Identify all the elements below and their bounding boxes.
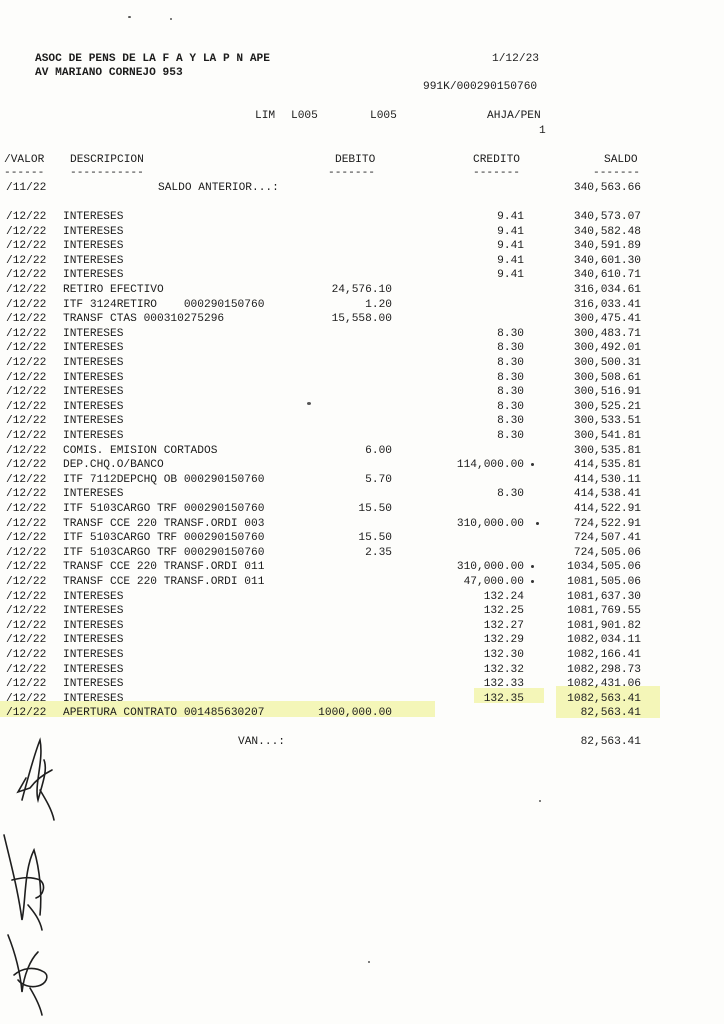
row-saldo: 300,533.51 (573, 415, 641, 428)
row-saldo: 316,034.61 (573, 284, 641, 296)
row-description: TRANSF CTAS 000310275296 (63, 313, 225, 326)
row-date: /12/22 (6, 649, 47, 661)
row-description: INTERESES (63, 590, 124, 603)
col-saldo: SALDO (604, 154, 638, 166)
tick-mark (531, 463, 534, 466)
row-description: INTERESES (63, 371, 124, 384)
row-date: /12/22 (6, 211, 47, 223)
col-saldo-underline: ------- (593, 167, 640, 179)
col-descripcion: DESCRIPCION (70, 154, 144, 166)
row-saldo: 1082,166.41 (567, 649, 641, 661)
row-description: ITF 5103CARGO TRF 000290150760 (63, 532, 265, 545)
row-credito: 8.30 (497, 415, 524, 428)
opening-saldo: 340,563.66 (573, 182, 641, 194)
row-debito: 1000,000.00 (318, 707, 392, 720)
account-code: 991K/000290150760 (423, 81, 538, 93)
row-credito: 9.41 (497, 254, 524, 267)
row-credito: 9.41 (497, 240, 524, 253)
row-description: ITF 5103CARGO TRF 000290150760 (63, 546, 265, 559)
row-description: TRANSF CCE 220 TRANSF.ORDI 011 (63, 576, 265, 588)
row-saldo: 82,563.41 (580, 707, 641, 720)
row-description: INTERESES (63, 619, 124, 632)
row-credito: 8.30 (497, 386, 524, 399)
row-saldo: 414,522.91 (573, 503, 641, 515)
row-saldo: 300,483.71 (573, 327, 641, 340)
row-date: /12/22 (6, 357, 47, 369)
row-date: /12/22 (6, 605, 47, 618)
row-credito: 8.30 (497, 342, 524, 355)
row-saldo: 300,535.81 (573, 444, 641, 457)
col-credito-underline: ------- (473, 167, 520, 179)
row-saldo: 340,573.07 (573, 211, 641, 223)
row-debito: 15.50 (358, 532, 392, 545)
row-date: /12/22 (6, 619, 47, 632)
row-credito: 9.41 (497, 211, 524, 223)
row-saldo: 1082,034.11 (567, 634, 641, 647)
row-debito: 15,558.00 (331, 313, 392, 326)
row-debito: 1.20 (365, 298, 392, 311)
row-date: /12/22 (6, 371, 47, 384)
statement-date: 1/12/23 (492, 53, 539, 65)
type-code: AHJA/PEN (487, 110, 541, 122)
row-date: /12/22 (6, 327, 47, 340)
row-date: /12/22 (6, 313, 47, 326)
row-saldo: 1082,431.06 (567, 678, 641, 691)
row-date: /12/22 (6, 663, 47, 676)
row-credito: 132.24 (483, 590, 524, 603)
row-description: INTERESES (63, 225, 124, 238)
row-description: INTERESES (63, 663, 124, 676)
row-credito: 8.30 (497, 371, 524, 384)
row-credito: 114,000.00 (456, 459, 524, 472)
row-date: /12/22 (6, 386, 47, 399)
page-number: 1 (539, 125, 546, 137)
row-saldo: 414,530.11 (573, 473, 641, 486)
row-credito: 9.41 (497, 269, 524, 282)
row-description: INTERESES (63, 692, 124, 705)
row-date: /12/22 (6, 240, 47, 253)
row-saldo: 340,591.89 (573, 240, 641, 253)
row-credito: 132.30 (483, 649, 524, 661)
row-description: INTERESES (63, 211, 124, 223)
row-date: /12/22 (6, 444, 47, 457)
row-date: /12/22 (6, 473, 47, 486)
row-description: INTERESES (63, 400, 124, 413)
scan-speck (307, 402, 311, 405)
row-saldo: 724,505.06 (573, 546, 641, 559)
scan-speck (128, 16, 131, 18)
row-date: /12/22 (6, 488, 47, 501)
row-date: /12/22 (6, 298, 47, 311)
row-date: /12/22 (6, 590, 47, 603)
opening-label: SALDO ANTERIOR...: (158, 182, 279, 194)
row-saldo: 724,522.91 (573, 517, 641, 530)
row-date: /12/22 (6, 517, 47, 530)
row-date: /12/22 (6, 430, 47, 442)
tick-mark (531, 580, 534, 583)
row-description: COMIS. EMISION CORTADOS (63, 444, 218, 457)
scan-speck (368, 961, 370, 963)
col-valor: /VALOR (4, 154, 45, 166)
row-description: ITF 5103CARGO TRF 000290150760 (63, 503, 265, 515)
row-credito: 310,000.00 (456, 561, 524, 574)
row-saldo: 1034,505.06 (567, 561, 641, 574)
row-saldo: 300,492.01 (573, 342, 641, 355)
row-date: /12/22 (6, 342, 47, 355)
row-saldo: 340,601.30 (573, 254, 641, 267)
row-date: /12/22 (6, 678, 47, 691)
col-valor-underline: ------ (4, 167, 45, 179)
row-saldo: 300,525.21 (573, 400, 641, 413)
opening-date: /11/22 (6, 182, 47, 194)
footer-saldo: 82,563.41 (580, 736, 641, 748)
scan-speck (539, 800, 541, 802)
row-saldo: 300,475.41 (573, 313, 641, 326)
row-description: INTERESES (63, 430, 124, 442)
row-saldo: 340,610.71 (573, 269, 641, 282)
row-credito: 8.30 (497, 400, 524, 413)
row-saldo: 414,538.41 (573, 488, 641, 501)
row-credito: 132.33 (483, 678, 524, 691)
lim-label: LIM (255, 110, 276, 122)
row-date: /12/22 (6, 532, 47, 545)
scan-speck (170, 18, 172, 20)
row-description: INTERESES (63, 357, 124, 369)
row-saldo: 724,507.41 (573, 532, 641, 545)
row-description: INTERESES (63, 269, 124, 282)
row-description: DEP.CHQ.O/BANCO (63, 459, 164, 472)
row-credito: 132.35 (483, 692, 524, 705)
row-saldo: 1081,637.30 (567, 590, 641, 603)
row-date: /12/22 (6, 415, 47, 428)
row-date: /12/22 (6, 576, 47, 588)
lim-code-1: L005 (291, 110, 318, 122)
row-description: INTERESES (63, 634, 124, 647)
col-credito: CREDITO (473, 154, 520, 166)
row-description: INTERESES (63, 678, 124, 691)
signature-image (0, 730, 110, 1020)
row-description: ITF 7112DEPCHQ OB 000290150760 (63, 473, 265, 486)
row-saldo: 1081,901.82 (567, 619, 641, 632)
row-saldo: 1082,298.73 (567, 663, 641, 676)
row-credito: 132.29 (483, 634, 524, 647)
row-credito: 8.30 (497, 488, 524, 501)
row-description: RETIRO EFECTIVO (63, 284, 164, 296)
row-credito: 132.27 (483, 619, 524, 632)
tick-mark (531, 565, 534, 568)
row-date: /12/22 (6, 284, 47, 296)
row-date: /12/22 (6, 459, 47, 472)
row-description: INTERESES (63, 415, 124, 428)
row-saldo: 1081,769.55 (567, 605, 641, 618)
row-description: INTERESES (63, 605, 124, 618)
row-credito: 47,000.00 (463, 576, 524, 588)
col-debito-underline: ------- (328, 167, 375, 179)
row-description: TRANSF CCE 220 TRANSF.ORDI 011 (63, 561, 265, 574)
row-description: INTERESES (63, 649, 124, 661)
row-saldo: 340,582.48 (573, 225, 641, 238)
row-date: /12/22 (6, 503, 47, 515)
tick-mark (536, 522, 539, 525)
row-date: /12/22 (6, 707, 47, 720)
address: AV MARIANO CORNEJO 953 (35, 67, 183, 79)
row-credito: 8.30 (497, 357, 524, 369)
row-credito: 132.25 (483, 605, 524, 618)
row-debito: 2.35 (365, 546, 392, 559)
col-descripcion-underline: ----------- (70, 167, 144, 179)
row-description: TRANSF CCE 220 TRANSF.ORDI 003 (63, 517, 265, 530)
footer-label: VAN...: (238, 736, 285, 748)
row-description: INTERESES (63, 386, 124, 399)
row-date: /12/22 (6, 269, 47, 282)
row-debito: 24,576.10 (331, 284, 392, 296)
row-description: INTERESES (63, 240, 124, 253)
row-date: /12/22 (6, 546, 47, 559)
row-credito: 8.30 (497, 327, 524, 340)
row-description: APERTURA CONTRATO 001485630207 (63, 707, 265, 720)
row-saldo: 300,516.91 (573, 386, 641, 399)
row-credito: 310,000.00 (456, 517, 524, 530)
lim-code-2: L005 (370, 110, 397, 122)
row-debito: 15.50 (358, 503, 392, 515)
row-saldo: 316,033.41 (573, 298, 641, 311)
row-date: /12/22 (6, 254, 47, 267)
row-credito: 8.30 (497, 430, 524, 442)
row-saldo: 300,541.81 (573, 430, 641, 442)
row-saldo: 300,500.31 (573, 357, 641, 369)
row-saldo: 414,535.81 (573, 459, 641, 472)
row-debito: 6.00 (365, 444, 392, 457)
row-description: INTERESES (63, 254, 124, 267)
row-credito: 9.41 (497, 225, 524, 238)
col-debito: DEBITO (335, 154, 376, 166)
org-name: ASOC DE PENS DE LA F A Y LA P N APE (35, 53, 270, 65)
row-date: /12/22 (6, 561, 47, 574)
row-debito: 5.70 (365, 473, 392, 486)
row-date: /12/22 (6, 225, 47, 238)
row-saldo: 1082,563.41 (567, 692, 641, 705)
row-description: ITF 3124RETIRO 000290150760 (63, 298, 265, 311)
row-date: /12/22 (6, 634, 47, 647)
row-saldo: 300,508.61 (573, 371, 641, 384)
row-description: INTERESES (63, 327, 124, 340)
row-credito: 132.32 (483, 663, 524, 676)
row-description: INTERESES (63, 342, 124, 355)
row-description: INTERESES (63, 488, 124, 501)
row-saldo: 1081,505.06 (567, 576, 641, 588)
row-date: /12/22 (6, 400, 47, 413)
row-date: /12/22 (6, 692, 47, 705)
